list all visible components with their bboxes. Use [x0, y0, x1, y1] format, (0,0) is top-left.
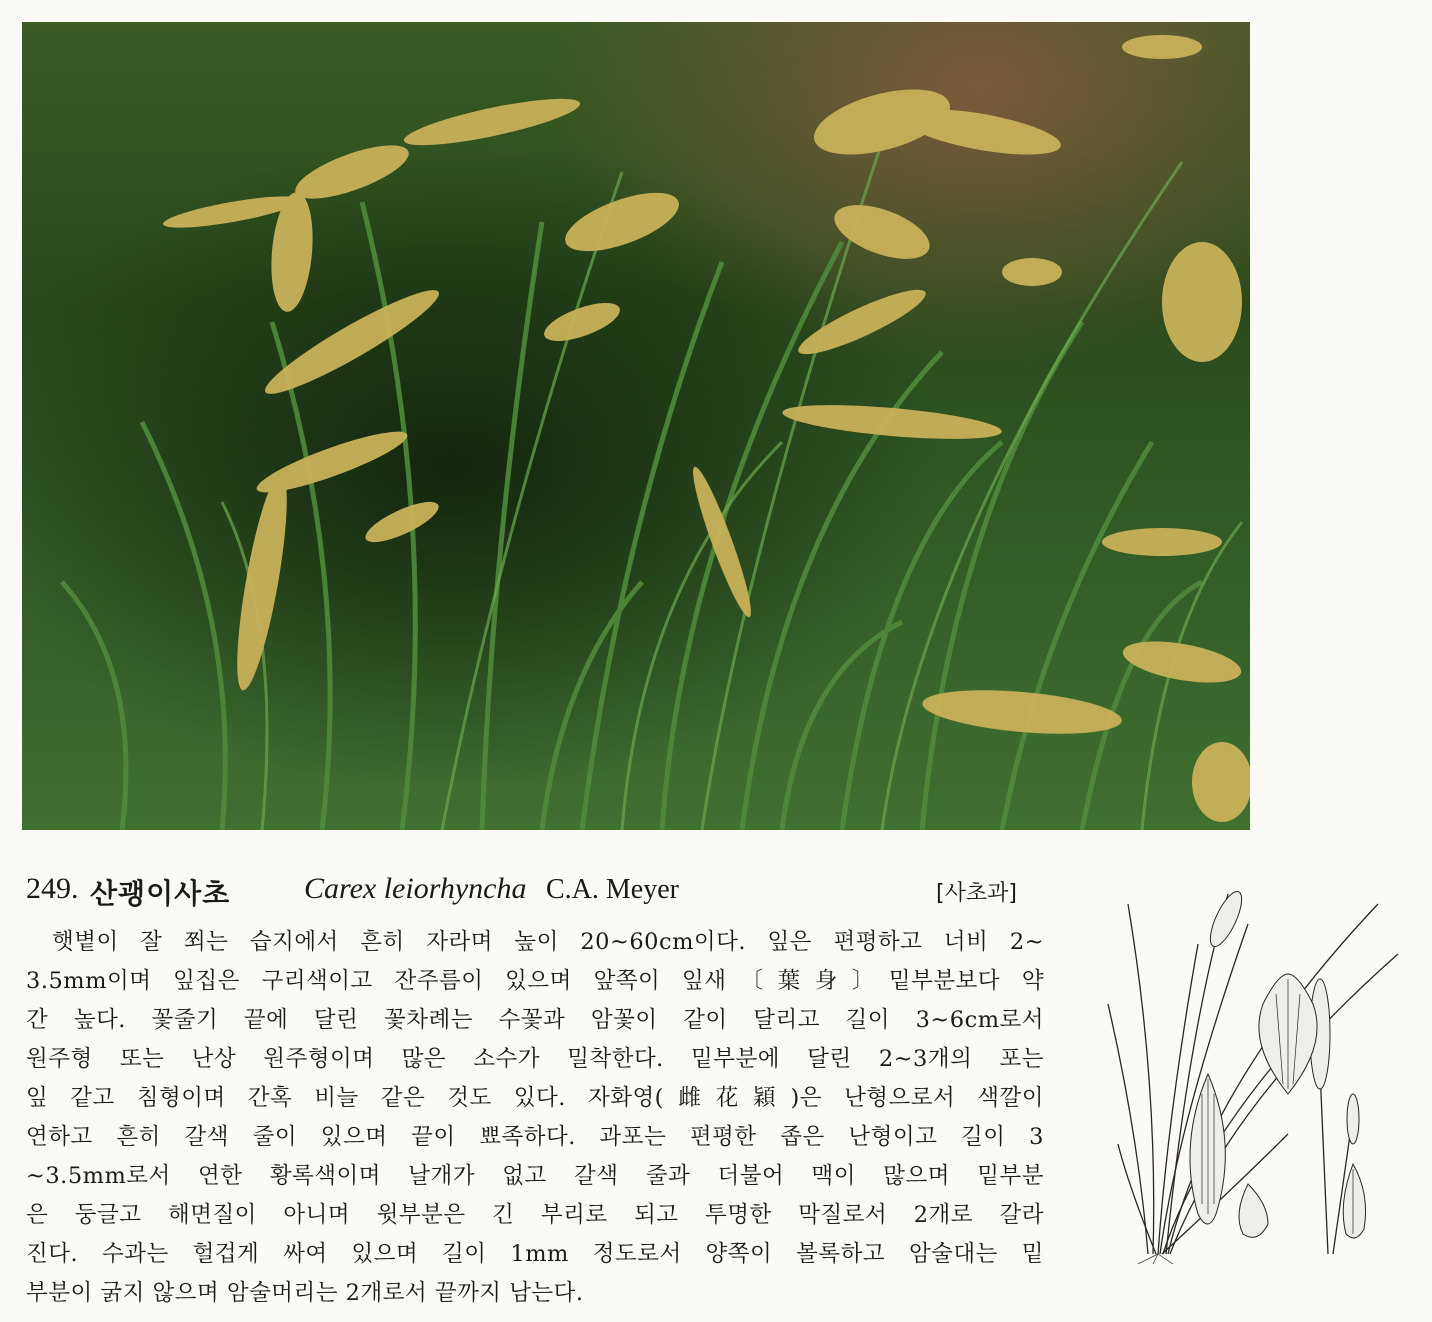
- sedge-photo-image: [22, 22, 1250, 830]
- description: [26, 923, 1044, 1313]
- description-line: 3.5mm이며 잎집은 구리색이고 잔주름이 있으며 앞쪽이 잎새〔葉身〕밑부분보다 약: [26, 968, 1044, 994]
- description-line: 은 둥글고 해면질이 아니며 윗부분은 긴 부리로 되고 투명한 막질로서 2개로 갈라: [26, 1202, 1044, 1228]
- author-name: C.A. Meyer: [546, 874, 679, 905]
- description-line: 원주형 또는 난상 원주형이며 많은 소수가 밀착한다. 밑부분에 달린 2~3개의 포는: [26, 1046, 1044, 1072]
- description-line: 햇볕이 잘 쬐는 습지에서 흔히 자라며 높이 20~60cm이다. 잎은 편평하고 너비 2~: [52, 929, 1044, 955]
- family-name: [사초과]: [936, 881, 1017, 906]
- description-line: 연하고 흔히 갈색 줄이 있으며 끝이 뾰족하다. 과포는 편평한 좁은 난형이고 길이 3: [26, 1124, 1044, 1150]
- description-line: 진다. 수과는 헐겁게 싸여 있으며 길이 1mm 정도로서 양쪽이 볼록하고 암술대는 밑: [26, 1241, 1044, 1267]
- plant-photo: [22, 22, 1250, 830]
- botanical-illustration: [1098, 884, 1404, 1264]
- sedge-line-drawing: [1098, 884, 1404, 1264]
- description-line: ~3.5mm로서 연한 황록색이며 날개가 없고 갈색 줄과 더불어 맥이 많으며 밑부분: [26, 1163, 1044, 1189]
- description-line: 부분이 굵지 않으며 암술머리는 2개로서 끝까지 남는다.: [26, 1280, 584, 1306]
- korean-name: 산괭이사초: [90, 877, 231, 910]
- scientific-name: Carex leiorhyncha: [304, 872, 527, 905]
- entry-number: 249.: [26, 872, 79, 905]
- description-line: 간 높다. 꽃줄기 끝에 달린 꽃차례는 수꽃과 암꽃이 같이 달리고 길이 3~6cm로서: [26, 1007, 1044, 1033]
- entry-heading: [26, 868, 1036, 912]
- description-line: 잎 같고 침형이며 간혹 비늘 같은 것도 있다. 자화영(雌花穎)은 난형으로서 색깔이: [26, 1085, 1044, 1111]
